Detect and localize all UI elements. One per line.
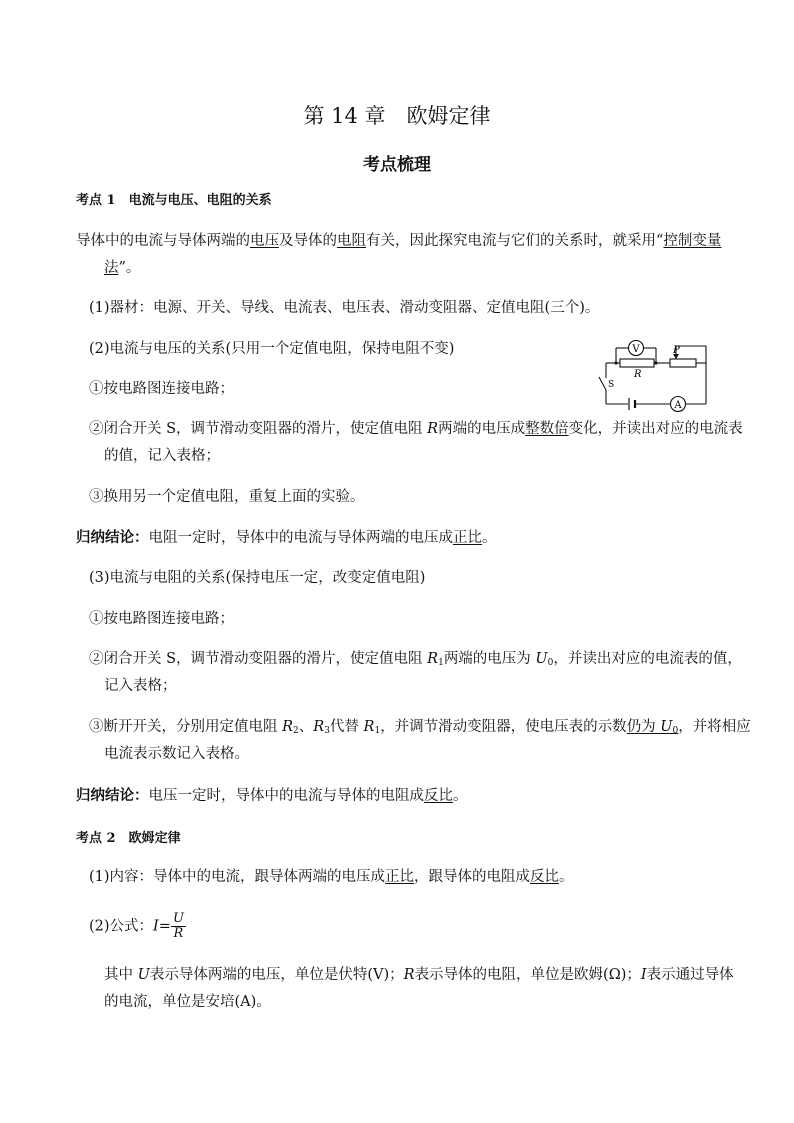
conclusion1: 归纳结论：电阻一定时，导体中的电流与导体两端的电压成正比。 xyxy=(76,529,497,546)
switch-label: S xyxy=(608,380,615,390)
item-current-resistance: (3)电流与电阻的关系(保持电压一定，改变定值电阻) xyxy=(89,570,426,586)
intro-line2: 法”。 xyxy=(104,260,141,276)
section2-heading: 考点 2 欧姆定律 xyxy=(76,831,181,846)
cr-step2-line1: ②闭合开关 S，调节滑动变阻器的滑片，使定值电阻 $R_1$两端的电压为 $U_0$，并读出对应的电流表的值， xyxy=(89,651,742,668)
formula-lhs: I xyxy=(153,918,159,935)
slider-label: P xyxy=(673,345,680,356)
formula-explanation-line1: 其中 U表示导体两端的电压，单位是伏特(V)；R表示导体的电阻，单位是欧姆(Ω)；I表示通过导体 xyxy=(104,967,734,983)
section1-heading: 考点 1 电流与电压、电阻的关系 xyxy=(76,193,272,208)
item-equipment: (1)器材：电源、开关、导线、电流表、电压表、滑动变阻器、定值电阻(三个)。 xyxy=(89,300,600,316)
cr-step1: ①按电路图连接电路； xyxy=(89,611,234,627)
cv-step3: ③换用另一个定值电阻，重复上面的实验。 xyxy=(89,489,365,505)
ammeter-label: A xyxy=(674,400,682,411)
cv-step2-line2: 的值，记入表格； xyxy=(104,448,220,464)
cv-step2-line1: ②闭合开关 S，调节滑动变阻器的滑片，使定值电阻 R两端的电压成整数倍变化，并读出对应的电流表 xyxy=(89,421,743,437)
circuit-diagram xyxy=(590,340,720,416)
ohm-content: (1)内容：导体中的电流，跟导体两端的电压成正比，跟导体的电阻成反比。 xyxy=(89,869,574,885)
cr-step3-line2: 电流表示数记入表格。 xyxy=(104,746,249,762)
conclusion2: 归纳结论：电压一定时，导体中的电流与导体的电阻成反比。 xyxy=(76,787,468,804)
voltmeter-label: V xyxy=(632,344,640,355)
formula-explanation-line2: 的电流，单位是安培(A)。 xyxy=(104,994,271,1010)
cv-step1: ①按电路图连接电路； xyxy=(89,381,234,397)
ohm-formula-line: (2)公式：I= $\frac{U}{R}$ xyxy=(89,911,184,941)
item-current-voltage: (2)电流与电压的关系(只用一个定值电阻，保持电阻不变) xyxy=(89,341,455,357)
intro-line1: 导体中的电流与导体两端的电压及导体的电阻有关，因此探究电流与它们的关系时，就采用“控制变量 xyxy=(76,233,722,249)
resistor-label: R xyxy=(634,369,642,380)
cr-step2-line2: 记入表格； xyxy=(104,678,177,694)
page-title: 第 14 章 欧姆定律 xyxy=(303,104,491,128)
section-subtitle: 考点梳理 xyxy=(363,155,431,175)
formula-fraction: $\frac{U}{R}$ xyxy=(172,911,184,941)
cr-step3-line1: ③断开开关，分别用定值电阻 $R_2$、$R_3$代替 $R_1$，并调节滑动变阻器，使电压表的示数仍为 $U_0$，并将相应 xyxy=(89,719,751,736)
